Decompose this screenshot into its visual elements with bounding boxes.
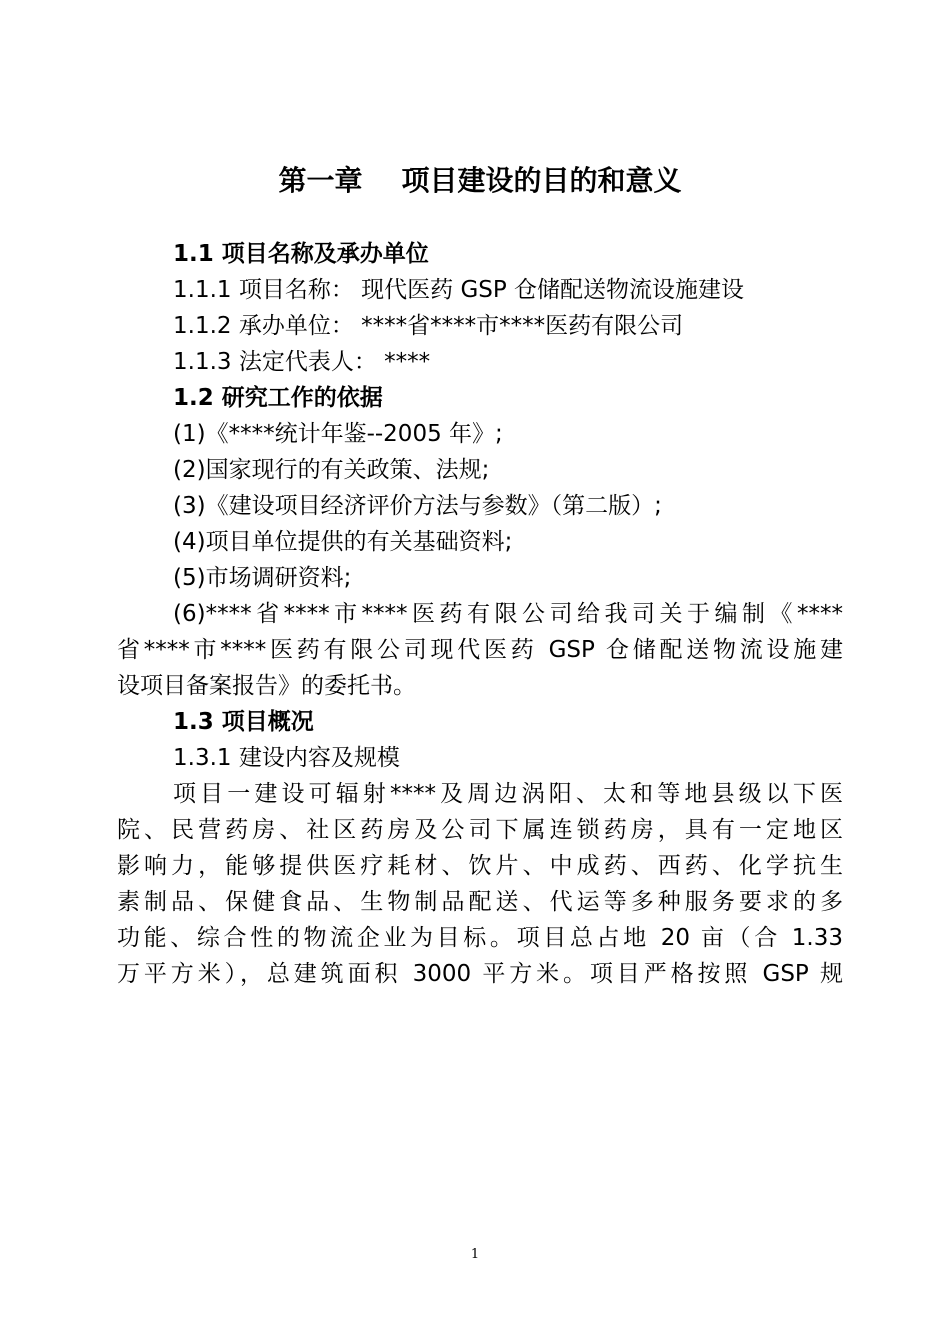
- section-heading-1-2: 1.2 研究工作的依据: [173, 385, 383, 411]
- chapter-title: 第一章 项目建设的目的和意义: [278, 164, 682, 197]
- basis-item-3: (3)《建设项目经济评价方法与参数》（第二版）;: [173, 493, 662, 519]
- paragraph-line-1: 项目一建设可辐射****及周边涡阳、太和等地县级以下医: [173, 781, 843, 807]
- paragraph-line-5: 功能、综合性的物流企业为目标。项目总占地 20 亩（合 1.33: [117, 925, 843, 951]
- basis-item-6-line-3: 设项目备案报告》的委托书。: [117, 673, 416, 699]
- basis-item-5: (5)市场调研资料;: [173, 565, 352, 591]
- subsection-heading-1-3-1: 1.3.1 建设内容及规模: [173, 745, 400, 771]
- basis-item-6-line-1: (6)****省****市****医药有限公司给我司关于编制《****: [173, 601, 843, 627]
- paragraph-line-2: 院、民营药房、社区药房及公司下属连锁药房，具有一定地区: [117, 817, 843, 843]
- paragraph-line-6: 万平方米），总建筑面积 3000 平方米。项目严格按照 GSP 规: [117, 961, 843, 987]
- section-heading-1-1: 1.1 项目名称及承办单位: [173, 241, 429, 267]
- page-number: 1: [470, 1247, 480, 1262]
- basis-item-1: (1)《****统计年鉴--2005 年》;: [173, 421, 503, 447]
- project-name-line: 1.1.1 项目名称： 现代医药 GSP 仓储配送物流设施建设: [173, 277, 745, 303]
- paragraph-line-3: 影响力，能够提供医疗耗材、饮片、中成药、西药、化学抗生: [117, 853, 843, 879]
- paragraph-line-4: 素制品、保健食品、生物制品配送、代运等多种服务要求的多: [117, 889, 843, 915]
- basis-item-6-line-2: 省****市****医药有限公司现代医药 GSP 仓储配送物流设施建: [117, 637, 843, 663]
- section-heading-1-3: 1.3 项目概况: [173, 709, 314, 735]
- host-unit-line: 1.1.2 承办单位： ****省****市****医药有限公司: [173, 313, 684, 339]
- basis-item-4: (4)项目单位提供的有关基础资料;: [173, 529, 513, 555]
- body-text: [117, 236, 843, 992]
- basis-item-2: (2)国家现行的有关政策、法规;: [173, 457, 490, 483]
- legal-representative-line: 1.1.3 法定代表人： ****: [173, 349, 431, 375]
